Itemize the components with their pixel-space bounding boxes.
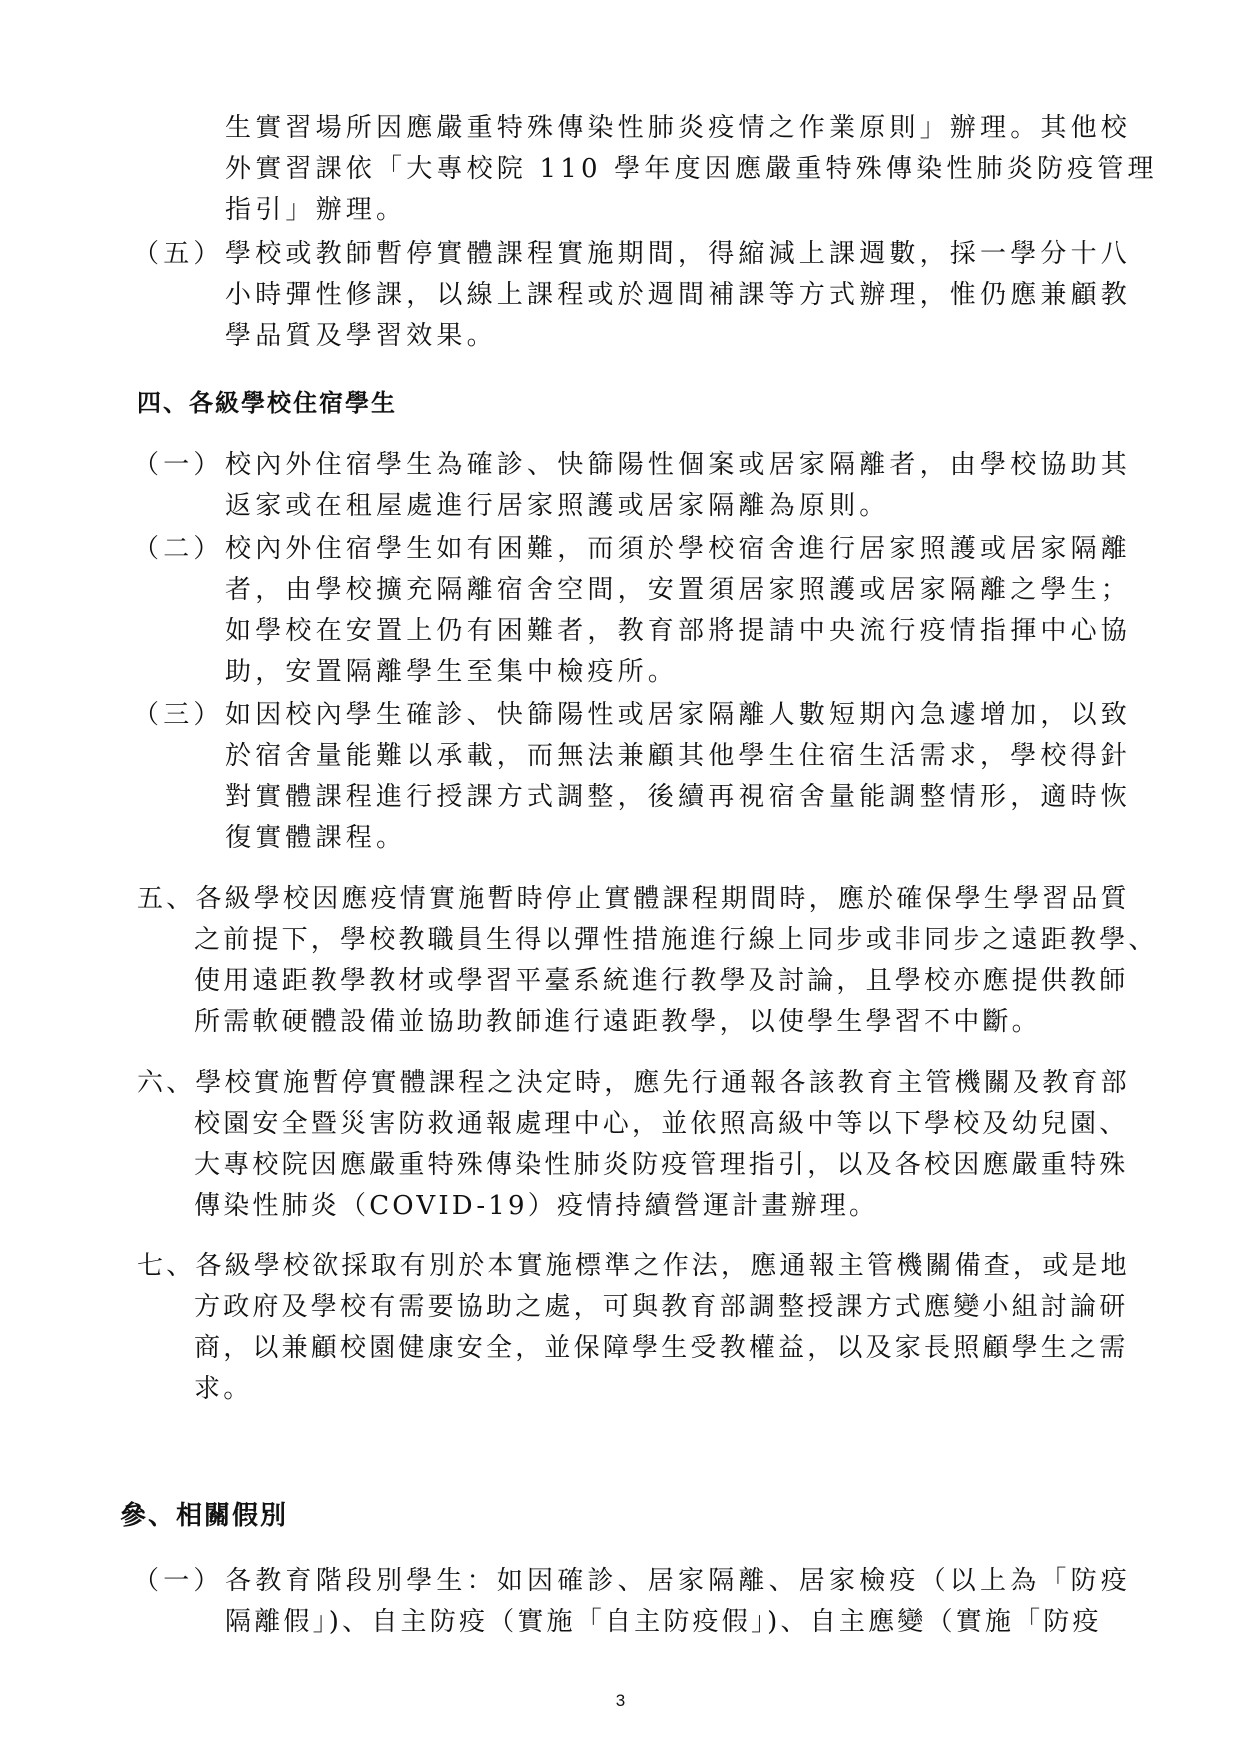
- section-7-line-4: 求。: [194, 1374, 253, 1404]
- s4-item-3-line-3: 對實體課程進行授課方式調整，後續再視宿舍量能調整情形，適時恢: [225, 782, 1132, 812]
- item-5-marker: （五）: [133, 239, 224, 269]
- s4-item-1-marker: （一）: [133, 450, 224, 480]
- s4-item-1-line-1: 校內外住宿學生為確診、快篩陽性個案或居家隔離者，由學校協助其: [225, 450, 1132, 480]
- s4-item-2-line-3: 如學校在安置上仍有困難者，教育部將提請中央流行疫情指揮中心協: [225, 616, 1132, 646]
- section-5-line-4: 所需軟硬體設備並協助教師進行遠距教學，以使學生學習不中斷。: [194, 1007, 1041, 1037]
- s4-item-3-line-4: 復實體課程。: [225, 823, 407, 853]
- page-number: 3: [615, 1691, 626, 1710]
- intro-line-2: 外實習課依「大專校院 110 學年度因應嚴重特殊傳染性肺炎防疫管理: [225, 154, 1158, 184]
- s4-item-2-line-4: 助，安置隔離學生至集中檢疫所。: [225, 657, 679, 687]
- s4-item-2-line-1: 校內外住宿學生如有困難，而須於學校宿舍進行居家照護或居家隔離: [225, 534, 1132, 564]
- section-5-line-3: 使用遠距教學教材或學習平臺系統進行教學及討論，且學校亦應提供教師: [194, 966, 1129, 996]
- s4-item-3-line-1: 如因校內學生確診、快篩陽性或居家隔離人數短期內急遽增加，以致: [225, 700, 1132, 730]
- section-5-line-1: 五、各級學校因應疫情實施暫時停止實體課程期間時，應於確保學生學習品質: [137, 884, 1130, 914]
- s4-item-3-line-2: 於宿舍量能難以承載，而無法兼顧其他學生住宿生活需求，學校得針: [225, 741, 1132, 771]
- section-7-line-2: 方政府及學校有需要協助之處，可與教育部調整授課方式應變小組討論研: [194, 1292, 1129, 1322]
- p3-item-1-marker: （一）: [133, 1566, 224, 1596]
- section-7-line-3: 商，以兼顧校園健康安全，並保障學生受教權益，以及家長照顧學生之需: [194, 1333, 1129, 1363]
- item-5-line-3: 學品質及學習效果。: [225, 321, 497, 351]
- p3-item-1-line-2: 隔離假」)、自主防疫（實施「自主防疫假」)、自主應變（實施「防疫: [225, 1607, 1102, 1637]
- s4-item-2-marker: （二）: [133, 534, 224, 564]
- s4-item-2-line-2: 者，由學校擴充隔離宿舍空間，安置須居家照護或居家隔離之學生；: [225, 575, 1132, 605]
- section-6-line-1: 六、學校實施暫停實體課程之決定時，應先行通報各該教育主管機關及教育部: [137, 1068, 1130, 1098]
- section-4-heading: 四、各級學校住宿學生: [137, 388, 397, 417]
- section-6-line-2: 校園安全暨災害防救通報處理中心，並依照高級中等以下學校及幼兒園、: [194, 1109, 1129, 1139]
- s4-item-1-line-2: 返家或在租屋處進行居家照護或居家隔離為原則。: [225, 491, 890, 521]
- section-5-line-2: 之前提下，學校教職員生得以彈性措施進行線上同步或非同步之遠距教學、: [194, 925, 1158, 955]
- section-6-line-4: 傳染性肺炎（COVID-19）疫情持續營運計畫辦理。: [194, 1191, 879, 1221]
- section-6-line-3: 大專校院因應嚴重特殊傳染性肺炎防疫管理指引，以及各校因應嚴重特殊: [194, 1150, 1129, 1180]
- section-7-line-1: 七、各級學校欲採取有別於本實施標準之作法，應通報主管機關備查，或是地: [137, 1251, 1130, 1281]
- p3-item-1-line-1: 各教育階段別學生：如因確診、居家隔離、居家檢疫（以上為「防疫: [225, 1566, 1132, 1596]
- item-5-line-1: 學校或教師暫停實體課程實施期間，得縮減上課週數，採一學分十八: [225, 239, 1132, 269]
- part-3-heading: 參、相關假別: [120, 1501, 289, 1531]
- intro-line-3: 指引」辦理。: [225, 195, 407, 225]
- intro-line-1: 生實習場所因應嚴重特殊傳染性肺炎疫情之作業原則」辦理。其他校: [225, 113, 1132, 143]
- item-5-line-2: 小時彈性修課，以線上課程或於週間補課等方式辦理，惟仍應兼顧教: [225, 280, 1132, 310]
- s4-item-3-marker: （三）: [133, 700, 224, 730]
